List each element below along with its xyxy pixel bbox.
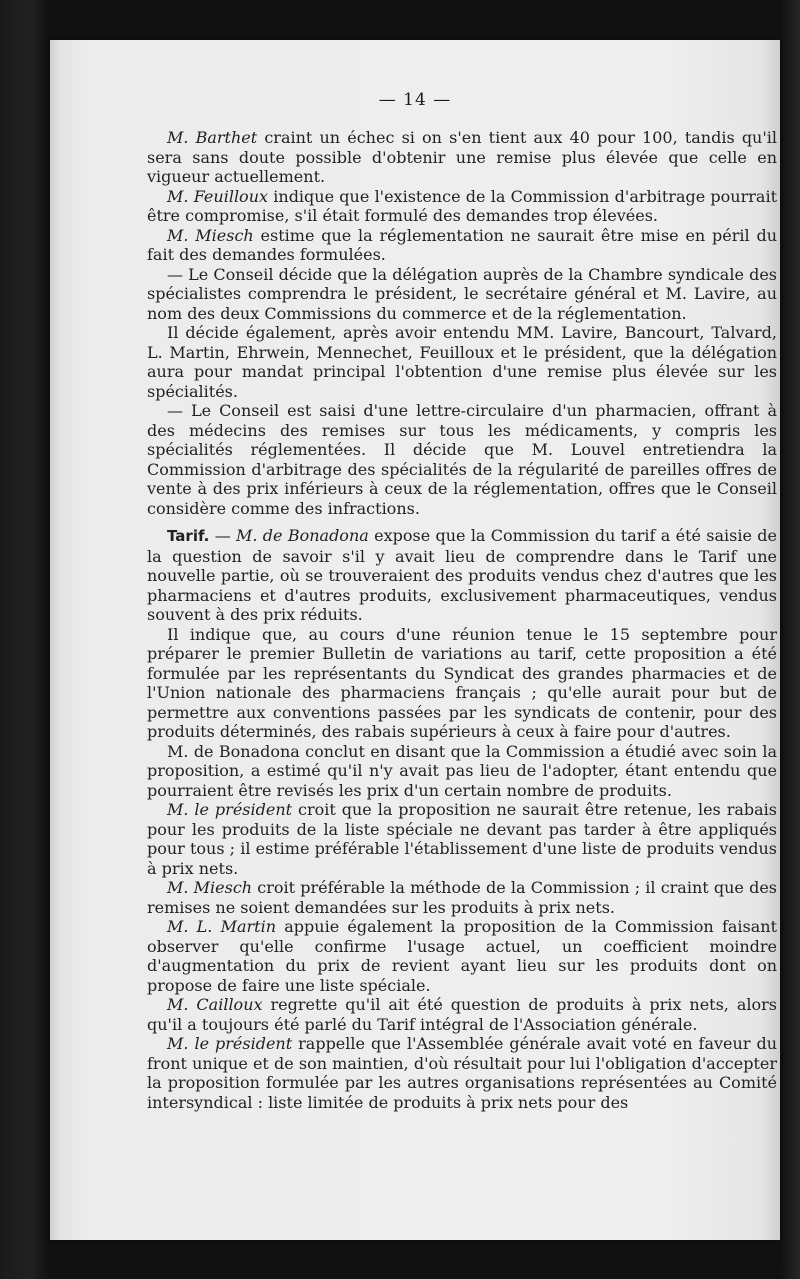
speaker-name: M. Cailloux <box>167 995 263 1014</box>
paragraph <box>147 226 777 265</box>
paragraph <box>147 625 777 742</box>
paragraph-text: rappelle que l'Assemblée générale avait voté en faveur du front unique et de son maintien, d'où résultait pour lui l'obligation d'accepter la proposition formulée par les autres organisations représentées au Comité intersyndical : liste limitée de produits à prix nets pour des <box>147 1034 778 1112</box>
document-body <box>147 128 777 1112</box>
paragraph-text: croit que la proposition ne saurait être retenue, les rabais pour les produits de la liste spéciale ne devant pas tarder à être appliqués pour tous ; il estime préférable l'établissement d'une liste de produits vendus à prix nets. <box>147 800 778 878</box>
paragraph-text: croit préférable la méthode de la Commission ; il craint que des remises ne soient demandées sur les produits à prix nets. <box>147 878 778 917</box>
paragraph <box>147 187 777 226</box>
paragraph-text: regrette qu'il ait été question de produits à prix nets, alors qu'il a toujours été parlé du Tarif intégral de l'Association générale. <box>147 995 777 1034</box>
paragraph <box>147 878 777 917</box>
speaker-name: M. Miesch <box>167 878 253 897</box>
paragraph-text: M. de Bonadona conclut en disant que la Commission a étudié avec soin la proposition, a estimé qu'il n'y avait pas lieu de l'adopter, étant entendu que pourraient être revisés les prix d'un certain nombre de produits. <box>147 741 777 800</box>
paragraph-text: — Le Conseil est saisi d'une lettre-circulaire d'un pharmacien, offrant à des médecins des remises sur tous les médicaments, y compris les spécialités réglementées. Il décide que M. Louvel entretiendra la Commission d'arbitrage des spécialités de la régularité de pareilles offres de vente à des prix inférieurs à ceux de la réglementation, offres que le Conseil considère comme des infractions. <box>147 401 777 518</box>
page-number: — 14 — <box>378 90 452 110</box>
paragraph-text: — Le Conseil décide que la délégation auprès de la Chambre syndicale des spécialistes comprendra le président, le secrétaire général et M. Lavire, au nom des deux Commissions du commerce et de la réglementation. <box>147 264 777 323</box>
paragraph <box>147 917 777 995</box>
section-heading: Tarif. <box>167 527 210 545</box>
speaker-name: M. Feuilloux <box>167 186 269 206</box>
paragraph-text: indique que l'existence de la Commission d'arbitrage pourrait être compromise, s'il était formulé des demandes trop élevées. <box>147 186 777 225</box>
paragraph <box>147 995 777 1034</box>
paragraph-text: Il décide également, après avoir entendu MM. Lavire, Bancourt, Talvard, L. Martin, Ehrwein, Mennechet, Feuilloux et le président, que la délégation aura pour mandat principal l'obtention d'une remise plus élevée sur les spécialités. <box>147 323 777 401</box>
paragraph <box>147 401 777 518</box>
paragraph-text: expose que la Commission du tarif a été saisie de la question de savoir s'il y avait lieu de comprendre dans le Tarif une nouvelle partie, où se trouveraient des produits vendus chez d'autres que les pharmaciens et d'autres produits, exclusivement pharmaceutiques, vendus souvent à des prix réduits. <box>147 526 778 624</box>
paragraph-text: estime que la réglementation ne saurait être mise en péril du fait des demandes formulées. <box>147 225 778 264</box>
speaker-name: M. le président <box>167 800 293 819</box>
speaker-name: M. Miesch <box>167 225 254 245</box>
paragraph <box>147 128 777 187</box>
paragraph <box>147 1034 777 1112</box>
document-page <box>50 40 780 1240</box>
paragraph-tarif <box>147 526 777 625</box>
paragraph <box>147 323 777 401</box>
speaker-name: M. de Bonadona <box>236 526 369 545</box>
paragraph-text: craint un échec si on s'en tient aux 40 pour 100, tandis qu'il sera sans doute possible d'obtenir une remise plus élevée que celle en vigueur actuellement. <box>147 128 777 186</box>
paragraph-text: Il indique que, au cours d'une réunion tenue le 15 septembre pour préparer le premier Bulletin de variations au tarif, cette proposition a été formulée par les représentants du Syndicat des grandes pharmacies et de l'Union nationale des pharmaciens français ; qu'elle aurait pour but de permettre aux conventions passées par les syndicats de contenir, pour des produits déterminés, des rabais supérieurs à ceux à faire pour d'autres. <box>147 624 777 741</box>
paragraph <box>147 800 777 878</box>
speaker-name: M. le président <box>167 1034 293 1053</box>
paragraph <box>147 265 777 324</box>
paragraph-text: appuie également la proposition de la Commission faisant observer qu'elle confirme l'usage actuel, un coefficient moindre d'augmentation du prix de revient ayant lieu sur les produits dont on propose de faire une liste spéciale. <box>147 917 778 995</box>
speaker-name: M. Barthet <box>167 128 258 147</box>
paragraph-text: — <box>209 526 237 545</box>
speaker-name: M. L. Martin <box>167 917 277 936</box>
paragraph <box>147 742 777 801</box>
